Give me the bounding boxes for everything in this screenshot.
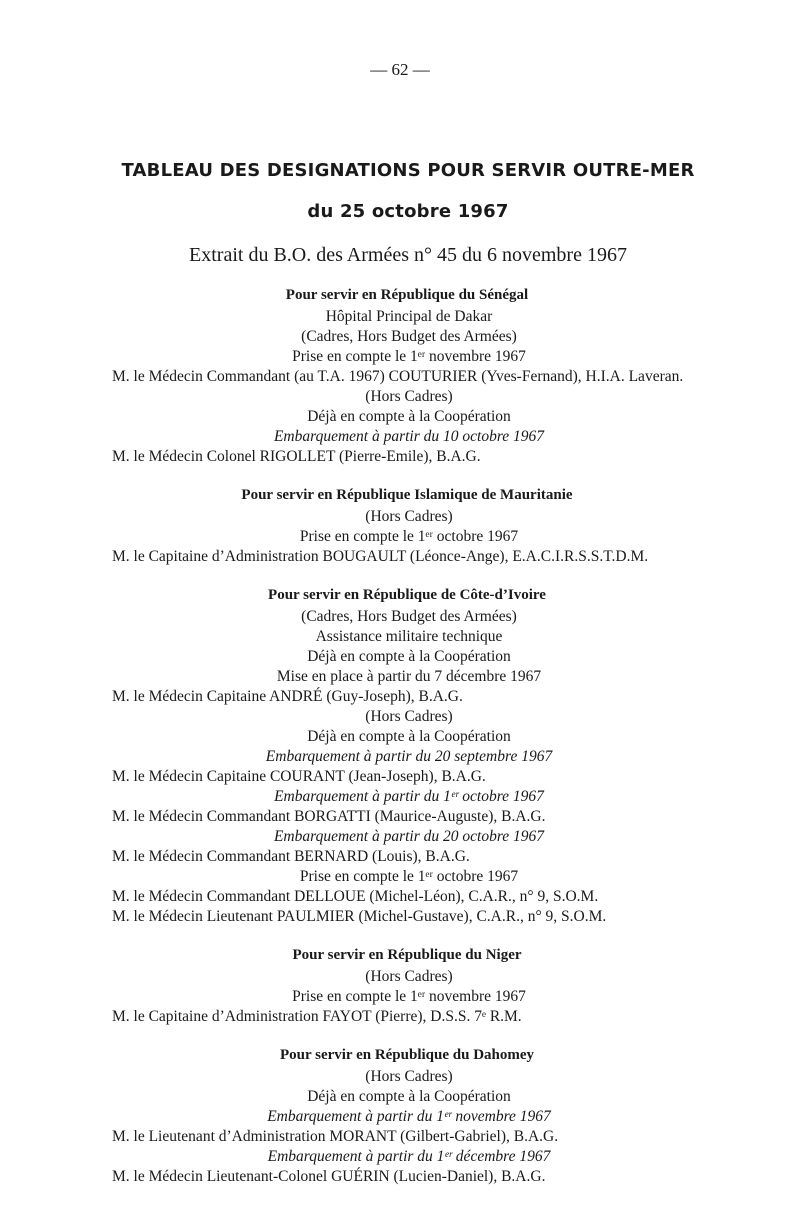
section xyxy=(0,1043,800,1187)
section-heading: Pour servir en République du Sénégal xyxy=(285,287,529,303)
section-note: (Hors Cadres) xyxy=(365,388,453,405)
section-note: Prise en compte le 1ᵉʳ octobre 1967 xyxy=(299,528,519,545)
page-number: — 62 — xyxy=(370,60,430,79)
section-note: Embarquement à partir du 10 octobre 1967 xyxy=(273,428,545,445)
page-subtitle-date: du 25 octobre 1967 xyxy=(307,201,509,222)
section-note: Prise en compte le 1ᵉʳ octobre 1967 xyxy=(299,868,519,885)
section-note: Embarquement à partir du 1ᵉʳ décembre 1967 xyxy=(267,1148,551,1165)
section-note: Hôpital Principal de Dakar xyxy=(325,308,493,325)
section xyxy=(0,583,800,927)
designation-entry: M. le Médecin Commandant DELLOUE (Michel-Léon), C.A.R., n° 9, S.O.M. xyxy=(112,888,599,905)
section-note: (Hors Cadres) xyxy=(365,968,453,985)
section-note: Embarquement à partir du 20 septembre 1967 xyxy=(265,748,553,765)
designation-entry: M. le Médecin Commandant BORGATTI (Maurice-Auguste), B.A.G. xyxy=(112,808,546,825)
designation-entry: M. le Médecin Capitaine ANDRÉ (Guy-Joseph), B.A.G. xyxy=(112,688,463,705)
bulletin-reference: Extrait du B.O. des Armées n° 45 du 6 novembre 1967 xyxy=(189,244,627,266)
section-note: (Hors Cadres) xyxy=(365,1068,453,1085)
designation-entry: M. le Médecin Colonel RIGOLLET (Pierre-Emile), B.A.G. xyxy=(112,448,481,465)
section-note: Embarquement à partir du 20 octobre 1967 xyxy=(273,828,545,845)
designation-entry: M. le Médecin Commandant (au T.A. 1967) COUTURIER (Yves-Fernand), H.I.A. Laveran. xyxy=(112,368,684,385)
section-note: (Hors Cadres) xyxy=(365,508,453,525)
section-note: Prise en compte le 1ᵉʳ novembre 1967 xyxy=(292,988,526,1005)
section-note: (Cadres, Hors Budget des Armées) xyxy=(301,608,517,625)
section-note: Mise en place à partir du 7 décembre 1967 xyxy=(276,668,542,685)
section-note: Prise en compte le 1ᵉʳ novembre 1967 xyxy=(292,348,526,365)
section-note: Embarquement à partir du 1ᵉʳ novembre 1967 xyxy=(267,1108,551,1125)
section-note: Déjà en compte à la Coopération xyxy=(307,408,511,425)
designation-entry: M. le Capitaine d’Administration FAYOT (Pierre), D.S.S. 7ᵉ R.M. xyxy=(112,1008,522,1025)
section-heading: Pour servir en République du Niger xyxy=(292,947,522,963)
section-note: Déjà en compte à la Coopération xyxy=(307,648,511,665)
designation-entry: M. le Capitaine d’Administration BOUGAULT (Léonce-Ange), E.A.C.I.R.S.S.T.D.M. xyxy=(112,548,649,565)
section-heading: Pour servir en République du Dahomey xyxy=(279,1047,535,1063)
designation-entry: M. le Médecin Lieutenant-Colonel GUÉRIN (Lucien-Daniel), B.A.G. xyxy=(112,1168,546,1185)
designation-sections xyxy=(0,283,800,1203)
designation-entry: M. le Médecin Commandant BERNARD (Louis), B.A.G. xyxy=(112,848,470,865)
section-note: (Cadres, Hors Budget des Armées) xyxy=(301,328,517,345)
section-heading: Pour servir en République Islamique de Mauritanie xyxy=(241,487,573,503)
section xyxy=(0,283,800,467)
section xyxy=(0,483,800,567)
designation-entry: M. le Médecin Capitaine COURANT (Jean-Joseph), B.A.G. xyxy=(112,768,486,785)
section-note: Déjà en compte à la Coopération xyxy=(307,1088,511,1105)
section-note: Déjà en compte à la Coopération xyxy=(307,728,511,745)
section-note: Embarquement à partir du 1ᵉʳ octobre 1967 xyxy=(274,788,544,805)
designation-entry: M. le Médecin Lieutenant PAULMIER (Michel-Gustave), C.A.R., n° 9, S.O.M. xyxy=(112,908,607,925)
designation-entry: M. le Lieutenant d’Administration MORANT (Gilbert-Gabriel), B.A.G. xyxy=(112,1128,559,1145)
section xyxy=(0,943,800,1027)
section-note: (Hors Cadres) xyxy=(365,708,453,725)
section-note: Assistance militaire technique xyxy=(315,628,503,645)
section-heading: Pour servir en République de Côte-d’Ivoire xyxy=(268,587,546,603)
page-title: TABLEAU DES DESIGNATIONS POUR SERVIR OUTRE-MER xyxy=(121,160,695,181)
